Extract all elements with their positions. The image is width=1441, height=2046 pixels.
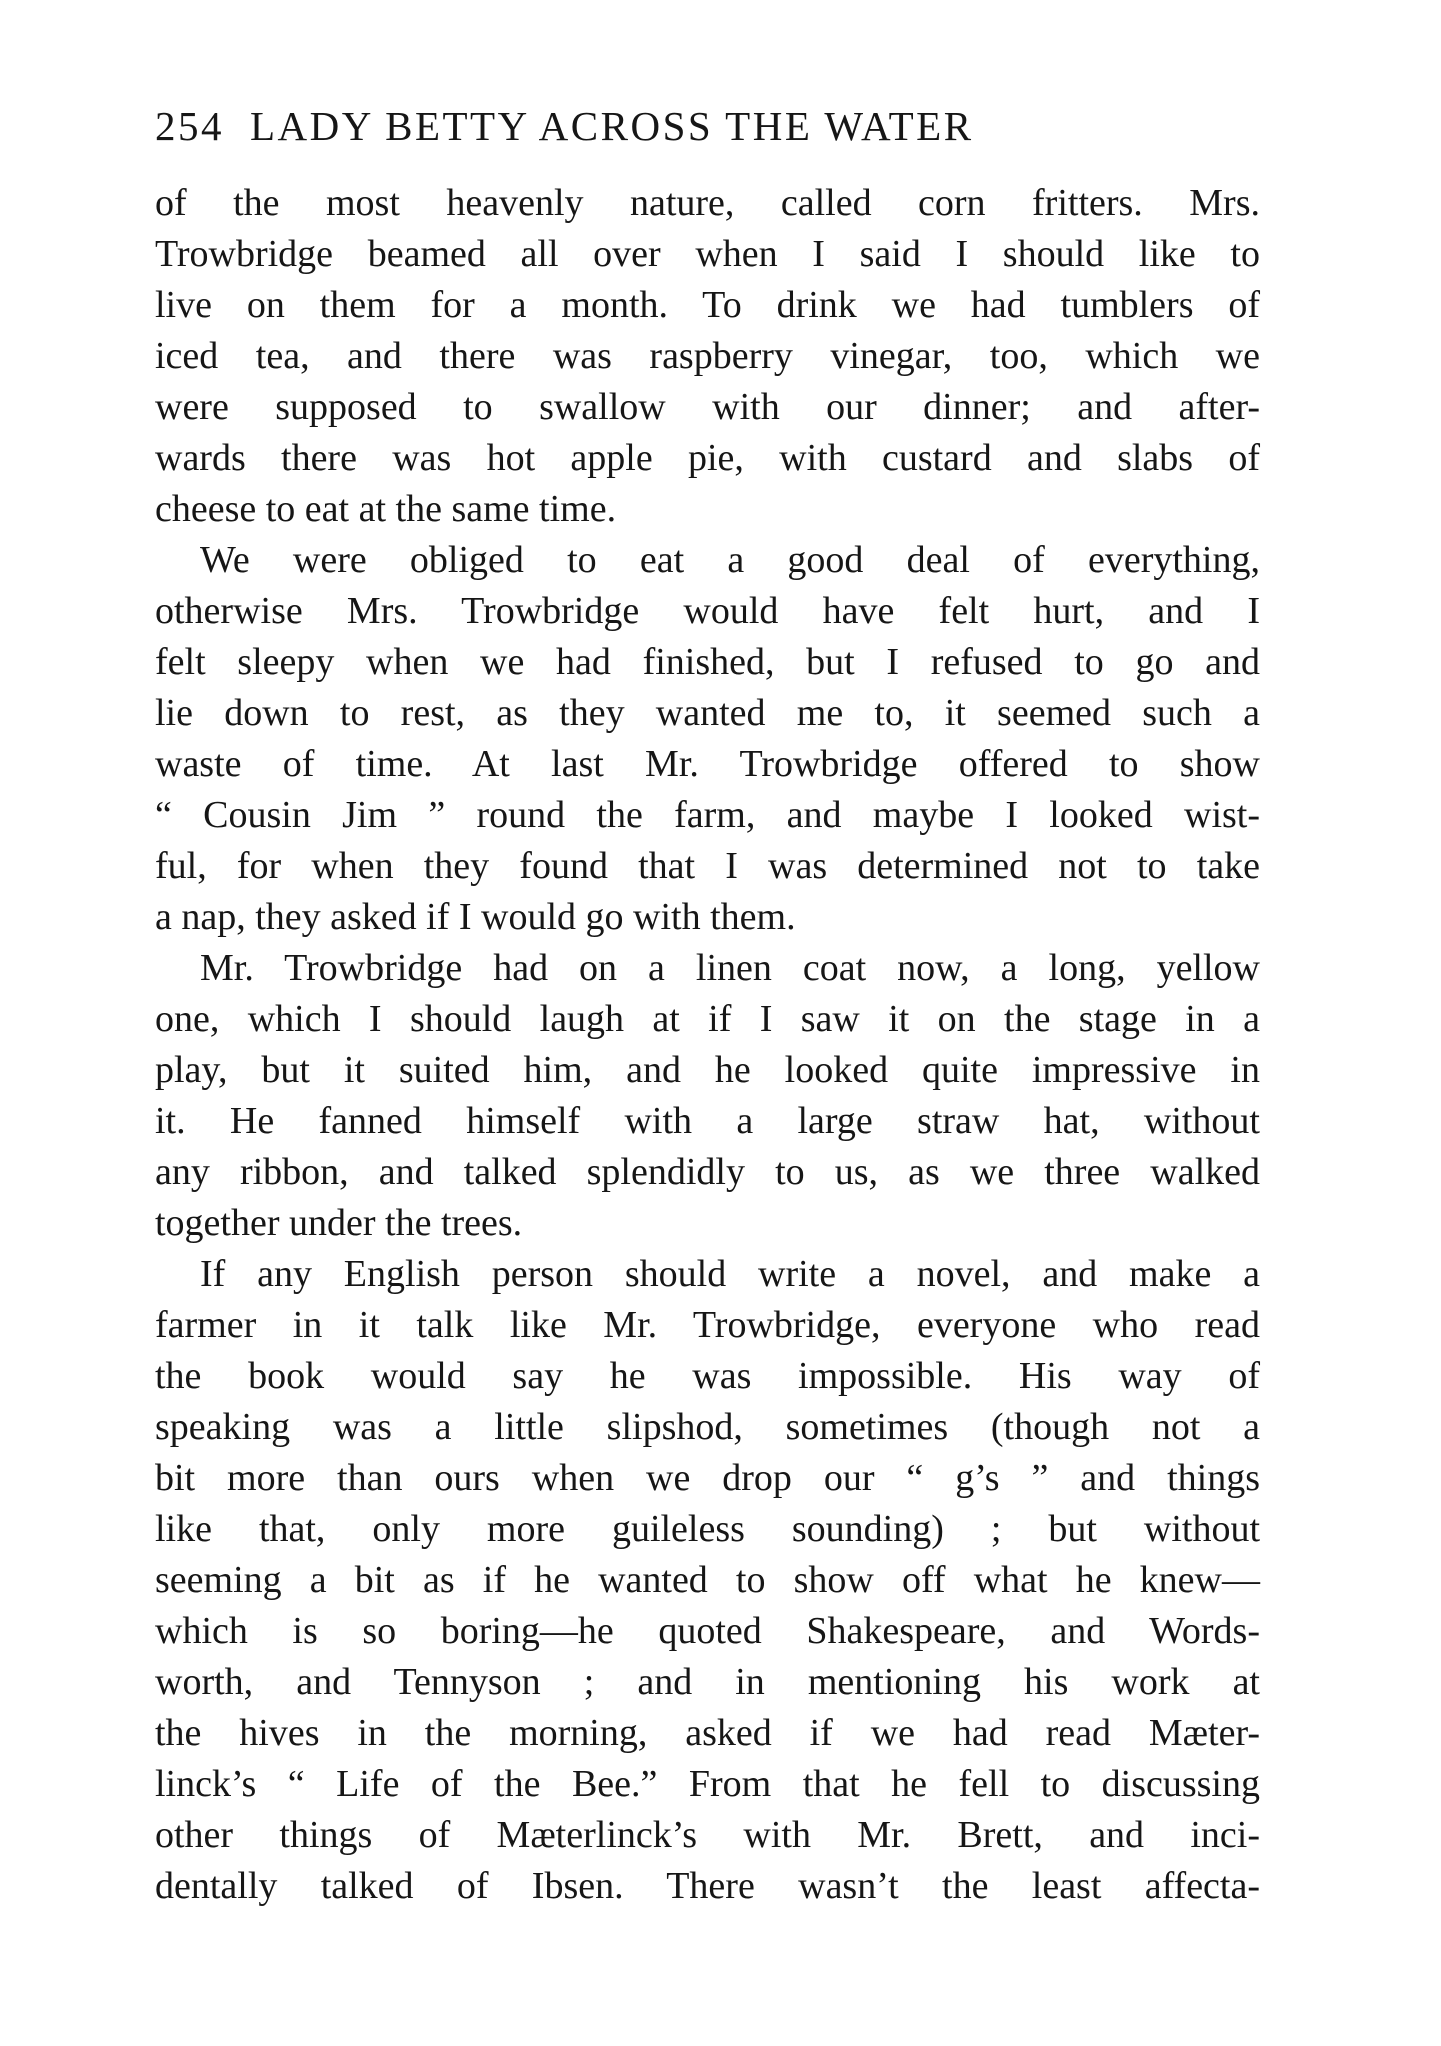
text-line: worth, and Tennyson ; and in mentioning his work at	[155, 1661, 1260, 1703]
text-line: We were obliged to eat a good deal of everything,	[200, 539, 1260, 581]
text-line: of the most heavenly nature, called corn fritters. Mrs.	[155, 182, 1260, 224]
text-line: Mr. Trowbridge had on a linen coat now, a long, yellow	[200, 947, 1260, 989]
text-line: a nap, they asked if I would go with them.	[155, 896, 796, 938]
text-line: were supposed to swallow with our dinner; and after-	[155, 386, 1260, 428]
paragraph-4	[155, 1249, 1260, 1912]
text-line: dentally talked of Ibsen. There wasn’t the least affecta-	[155, 1865, 1260, 1907]
paragraph-2	[155, 535, 1260, 943]
running-title: LADY BETTY ACROSS THE WATER	[250, 103, 974, 149]
text-line: it. He fanned himself with a large straw hat, without	[155, 1100, 1260, 1142]
paragraph-1	[155, 178, 1260, 535]
text-line: lie down to rest, as they wanted me to, it seemed such a	[155, 692, 1260, 734]
text-line: “ Cousin Jim ” round the farm, and maybe I looked wist-	[155, 794, 1260, 836]
text-line: otherwise Mrs. Trowbridge would have felt hurt, and I	[155, 590, 1260, 632]
running-head	[155, 98, 1260, 154]
text-line: If any English person should write a novel, and make a	[200, 1253, 1260, 1295]
text-line: Trowbridge beamed all over when I said I should like to	[155, 233, 1260, 275]
text-line: any ribbon, and talked splendidly to us, as we three walked	[155, 1151, 1260, 1193]
text-line: bit more than ours when we drop our “ g’s ” and things	[155, 1457, 1260, 1499]
text-line: waste of time. At last Mr. Trowbridge offered to show	[155, 743, 1260, 785]
text-line: wards there was hot apple pie, with custard and slabs of	[155, 437, 1260, 479]
text-line: felt sleepy when we had finished, but I refused to go and	[155, 641, 1260, 683]
text-line: iced tea, and there was raspberry vinegar, too, which we	[155, 335, 1260, 377]
text-line: which is so boring—he quoted Shakespeare, and Words-	[155, 1610, 1260, 1652]
text-line: play, but it suited him, and he looked quite impressive in	[155, 1049, 1260, 1091]
paragraph-3	[155, 943, 1260, 1249]
text-line: ful, for when they found that I was determined not to take	[155, 845, 1260, 887]
text-line: the book would say he was impossible. His way of	[155, 1355, 1260, 1397]
page-number: 254	[155, 103, 224, 149]
text-line: live on them for a month. To drink we had tumblers of	[155, 284, 1260, 326]
text-line: together under the trees.	[155, 1202, 523, 1244]
text-line: cheese to eat at the same time.	[155, 488, 617, 530]
text-line: farmer in it talk like Mr. Trowbridge, everyone who read	[155, 1304, 1260, 1346]
text-line: other things of Mæterlinck’s with Mr. Brett, and inci-	[155, 1814, 1260, 1856]
text-line: seeming a bit as if he wanted to show off what he knew—	[155, 1559, 1260, 1601]
text-line: like that, only more guileless sounding) ; but without	[155, 1508, 1260, 1550]
text-line: the hives in the morning, asked if we had read Mæter-	[155, 1712, 1260, 1754]
text-line: speaking was a little slipshod, sometimes (though not a	[155, 1406, 1260, 1448]
text-line: one, which I should laugh at if I saw it on the stage in a	[155, 998, 1260, 1040]
book-page	[155, 98, 1260, 1912]
text-line: linck’s “ Life of the Bee.” From that he fell to discussing	[155, 1763, 1260, 1805]
